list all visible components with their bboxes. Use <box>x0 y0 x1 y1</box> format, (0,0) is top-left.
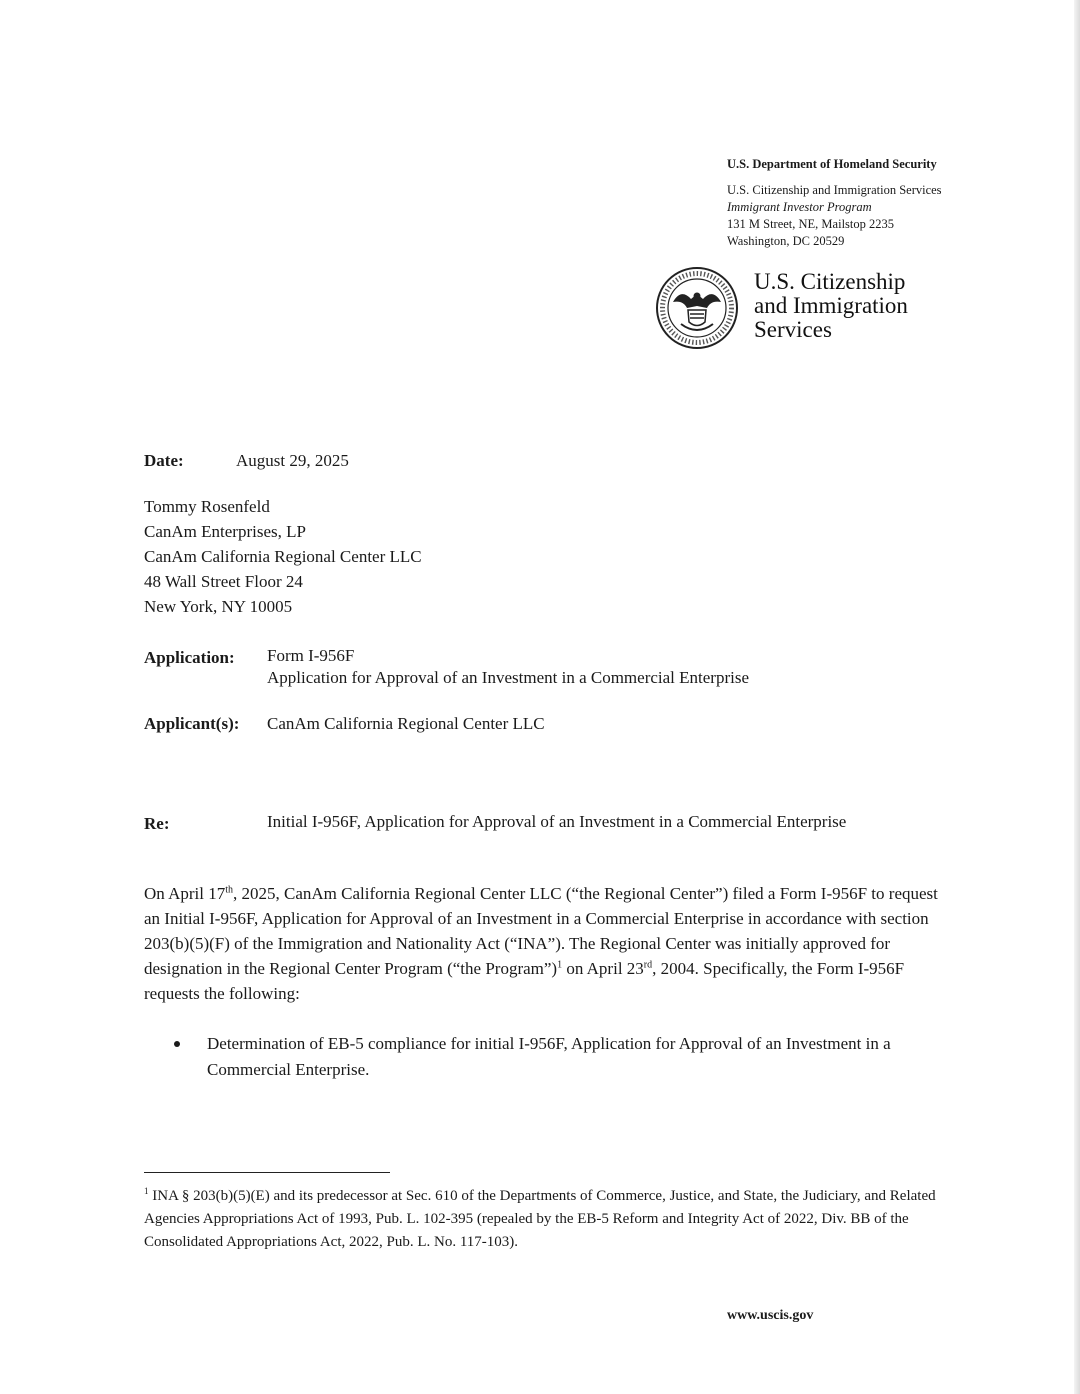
brand-line-1: U.S. Citizenship <box>754 269 906 294</box>
brand-line-2: and Immigration <box>754 293 908 318</box>
paragraph-part-2: , 2025, CanAm California Regional Center LLC (“the Regional Center”) filed a Form I-956F to request an Initial I-956F, Application for Approval of an Investment in a Commercial Enterprise in accordance with section 203(b)(5)(F) of the Immigration and Nationality Act (“INA”). The Regional Center was initially approved for designation in the Regional Center Program (“the Program”) <box>144 884 938 978</box>
footnote-divider <box>144 1172 390 1173</box>
body-paragraph <box>144 881 944 1006</box>
footer-website: www.uscis.gov <box>727 1308 814 1323</box>
bullet-item: Determination of EB-5 compliance for initial I-956F, Application for Approval of an Investment in a Commercial Enterprise. <box>207 1034 891 1079</box>
date-value: August 29, 2025 <box>236 451 349 470</box>
page-edge-shadow <box>1074 0 1080 1394</box>
date-label: Date: <box>144 451 184 470</box>
re-value: Initial I-956F, Application for Approval of an Investment in a Commercial Enterprise <box>267 812 847 831</box>
footnote-ref: 1 <box>557 959 563 971</box>
recipient-address <box>144 494 422 619</box>
footnote-marker: 1 <box>144 1186 149 1196</box>
program-name: Immigrant Investor Program <box>727 200 872 214</box>
paragraph-part-3: on April 23 <box>562 959 644 978</box>
applicants-value: CanAm California Regional Center LLC <box>267 714 545 733</box>
recipient-street: 48 Wall Street Floor 24 <box>144 572 303 591</box>
paragraph-part-4: , 2004. Specifically, the Form I-956F requests the following: <box>144 959 905 1003</box>
footnote-text: INA § 203(b)(5)(E) and its predecessor at Sec. 610 of the Departments of Commerce, Justice, and State, the Judiciary, and Related Agencies Appropriations Act of 1993, Pub. L. 102-395 (repealed by the EB-5 Reform and Integrity Act of 2022, Div. BB of the Consolidated Appropriations Act, 2022, Pub. L. No. 117-103). <box>144 1188 936 1250</box>
dhs-seal-icon <box>655 266 739 350</box>
application-title: Application for Approval of an Investment in a Commercial Enterprise <box>267 668 750 687</box>
bullet-icon <box>174 1041 180 1047</box>
brand-line-3: Services <box>754 317 832 342</box>
recipient-org-1: CanAm Enterprises, LP <box>144 522 306 541</box>
application-label: Application: <box>144 648 235 667</box>
paragraph-sup-1: th <box>225 884 234 896</box>
recipient-city: New York, NY 10005 <box>144 597 293 616</box>
application-form: Form I-956F <box>267 646 355 665</box>
department-name: U.S. Department of Homeland Security <box>727 157 937 171</box>
footnote <box>144 1185 944 1254</box>
recipient-org-2: CanAm California Regional Center LLC <box>144 547 422 566</box>
uscis-brand-logo <box>754 270 908 342</box>
recipient-name: Tommy Rosenfeld <box>144 497 270 516</box>
re-label: Re: <box>144 814 170 833</box>
paragraph-part-1: On April 17 <box>144 884 226 903</box>
agency-line: U.S. Citizenship and Immigration Services <box>727 183 942 197</box>
applicants-label: Applicant(s): <box>144 714 240 733</box>
application-details <box>267 645 749 689</box>
paragraph-sup-3: rd <box>643 959 653 971</box>
address-city: Washington, DC 20529 <box>727 234 845 248</box>
address-street: 131 M Street, NE, Mailstop 2235 <box>727 217 895 231</box>
